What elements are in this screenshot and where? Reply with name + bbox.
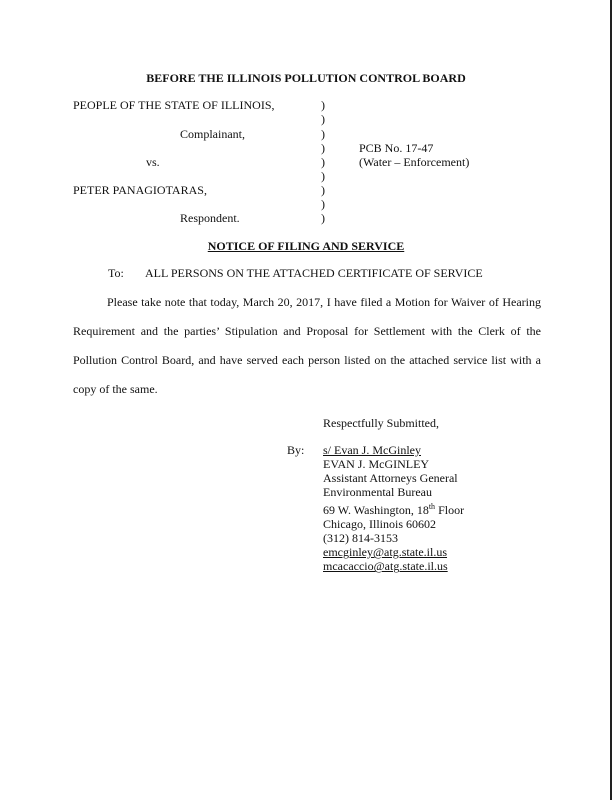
page-edge-line <box>610 0 612 800</box>
attorney-title: Assistant Attorneys General <box>323 471 458 486</box>
caption-paren: ) <box>321 98 325 112</box>
defendant-role: Respondent. <box>180 211 240 225</box>
board-title: BEFORE THE ILLINOIS POLLUTION CONTROL BOARD <box>146 71 466 85</box>
electronic-signature: s/ Evan J. McGinley <box>323 443 421 457</box>
caption-paren: ) <box>321 112 325 126</box>
street-address-floor: Floor <box>435 502 465 517</box>
city-address: Chicago, Illinois 60602 <box>323 516 436 531</box>
to-label: To: <box>108 266 124 280</box>
to-recipients: ALL PERSONS ON THE ATTACHED CERTIFICATE OF SERVICE <box>145 266 483 280</box>
caption-paren: ) <box>321 155 325 169</box>
signature-block <box>323 457 464 574</box>
street-address <box>323 500 464 517</box>
street-address-main: 69 W. Washington, 18 <box>323 502 429 517</box>
email-link-2[interactable]: mcacaccio@atg.state.il.us <box>323 559 448 574</box>
bureau-name: Environmental Bureau <box>323 485 432 500</box>
notice-body-paragraph: Please take note that today, March 20, 2017, I have filed a Motion for Waiver of Hearing Requirement and the parties’ Stipulation and Proposal for Settlement with the Clerk of the Pollution Control Board, and have served each person listed on the attached service list with a copy of the same. <box>73 295 541 396</box>
plaintiff-role: Complainant, <box>180 127 245 141</box>
caption-paren: ) <box>321 169 325 183</box>
case-type: (Water – Enforcement) <box>359 155 470 169</box>
email-link-1[interactable]: emcginley@atg.state.il.us <box>323 545 448 560</box>
defendant-name: PETER PANAGIOTARAS, <box>73 183 207 197</box>
versus-label: vs. <box>146 155 160 169</box>
by-label: By: <box>287 443 305 457</box>
notice-heading: NOTICE OF FILING AND SERVICE <box>207 239 405 253</box>
phone-number: (312) 814-3153 <box>323 531 398 546</box>
caption-paren: ) <box>321 141 325 155</box>
caption-paren: ) <box>321 183 325 197</box>
closing-line: Respectfully Submitted, <box>323 416 439 430</box>
street-address-suffix: th <box>428 501 436 511</box>
caption-paren: ) <box>321 211 325 225</box>
case-number: PCB No. 17-47 <box>359 141 434 155</box>
caption-paren: ) <box>321 197 325 211</box>
caption-paren: ) <box>321 127 325 141</box>
attorney-name: EVAN J. McGINLEY <box>323 457 430 471</box>
plaintiff-name: PEOPLE OF THE STATE OF ILLINOIS, <box>73 98 275 112</box>
